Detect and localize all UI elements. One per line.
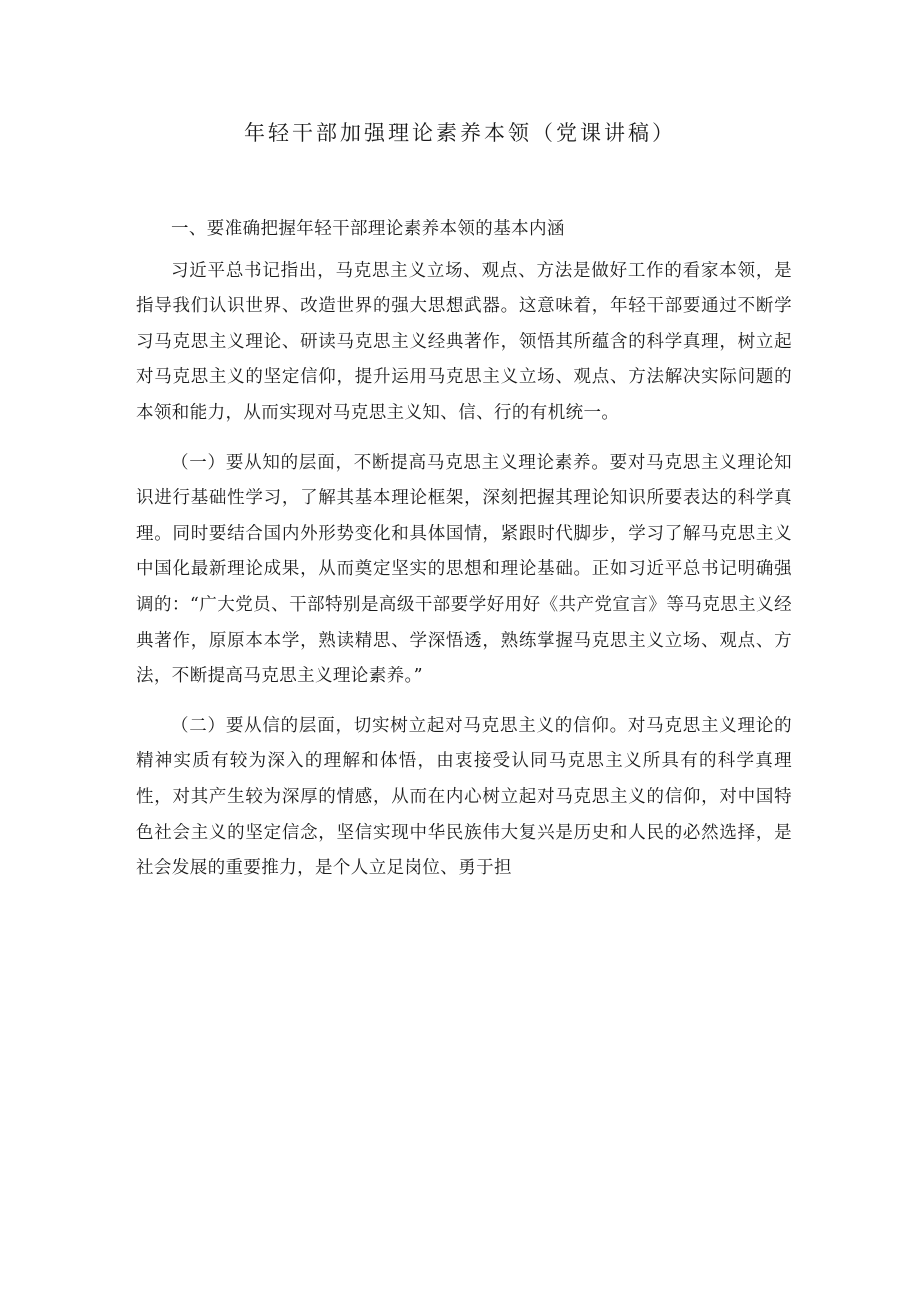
paragraph-intro: 习近平总书记指出，马克思主义立场、观点、方法是做好工作的看家本领，是指导我们认识世界、改造世界的强大思想武器。这意味着，年轻干部要通过不断学习马克思主义理论、研读马克思主义经典著作，领悟其所蕴含的科学真理，树立起对马克思主义的坚定信仰，提升运用马克思主义立场、观点、方法解决实际问题的本领和能力，从而实现对马克思主义知、信、行的有机统一。	[136, 260, 792, 423]
paragraph-belief: （二）要从信的层面，切实树立起对马克思主义的信仰。对马克思主义理论的精神实质有较为深入的理解和体悟，由衷接受认同马克思主义所具有的科学真理性，对其产生较为深厚的情感，从而在内心树立起对马克思主义的信仰，对中国特色社会主义的坚定信念，坚信实现中华民族伟大复兴是历史和人民的必然选择，是社会发展的重要推力，是个人立足岗位、勇于担	[136, 715, 792, 879]
document-body	[136, 212, 792, 887]
section-heading: 一、要准确把握年轻干部理论素养本领的基本内涵	[171, 219, 565, 239]
document-title: 年轻干部加强理论素养本领（党课讲稿）	[244, 121, 676, 145]
paragraph-knowledge: （一）要从知的层面，不断提高马克思主义理论素养。要对马克思主义理论知识进行基础性学习，了解其基本理论框架，深刻把握其理论知识所要表达的科学真理。同时要结合国内外形势变化和具体国情，紧跟时代脚步，学习了解马克思主义中国化最新理论成果，从而奠定坚实的思想和理论基础。正如习近平总书记明确强调的：“广大党员、干部特别是高级干部要学好用好《共产党宣言》等马克思主义经典著作，原原本本学，熟读精思、学深悟透，熟练掌握马克思主义立场、观点、方法，不断提高马克思主义理论素养。”	[136, 452, 792, 687]
